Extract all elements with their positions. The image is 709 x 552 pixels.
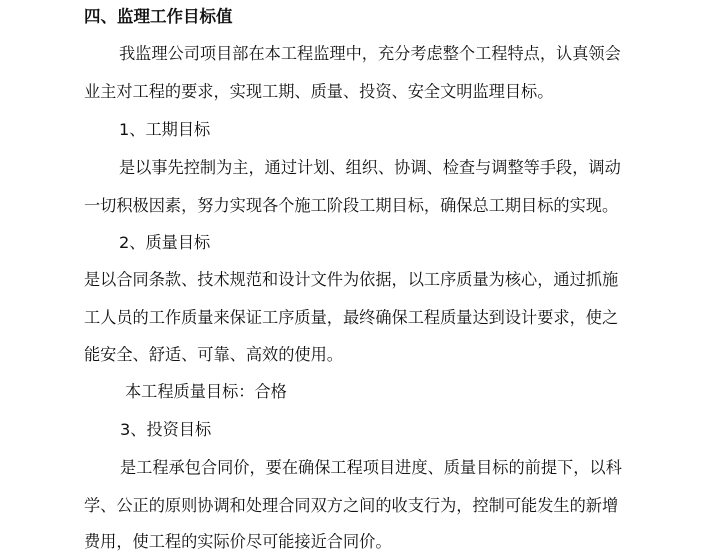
investment-goal-line-3: 费用，使工程的实际价尽可能接近合同价。 [84, 532, 392, 551]
intro-line-2: 业主对工程的要求，实现工期、质量、投资、安全文明监理目标。 [84, 82, 554, 101]
quality-goal-line-2: 工人员的工作质量来保证工序质量，最终确保工程质量达到设计要求，使之 [84, 308, 619, 327]
schedule-goal-line-1: 是以事先控制为主，通过计划、组织、协调、检查与调整等手段，调动 [119, 158, 621, 177]
schedule-goal-line-2: 一切积极因素，努力实现各个施工阶段工期目标，确保总工期目标的实现。 [84, 196, 619, 215]
quality-goal-title: 2、质量目标 [119, 233, 211, 252]
quality-goal-line-3: 能安全、舒适、可靠、高效的使用。 [84, 345, 343, 364]
quality-goal-line-1: 是以合同条款、技术规范和设计文件为依据，以工序质量为核心，通过抓施 [84, 270, 619, 289]
investment-goal-line-2: 学、公正的原则协调和处理合同双方之间的收支行为，控制可能发生的新增 [84, 496, 619, 515]
quality-target-line: 本工程质量目标：合格 [125, 382, 287, 401]
intro-line-1: 我监理公司项目部在本工程监理中，充分考虑整个工程特点，认真领会 [119, 44, 621, 63]
investment-goal-line-1: 是工程承包合同价，要在确保工程项目进度、质量目标的前提下，以科 [120, 458, 622, 477]
investment-goal-title: 3、投资目标 [120, 420, 212, 439]
section-heading: 四、监理工作目标值 [84, 7, 233, 26]
schedule-goal-title: 1、工期目标 [119, 120, 211, 139]
